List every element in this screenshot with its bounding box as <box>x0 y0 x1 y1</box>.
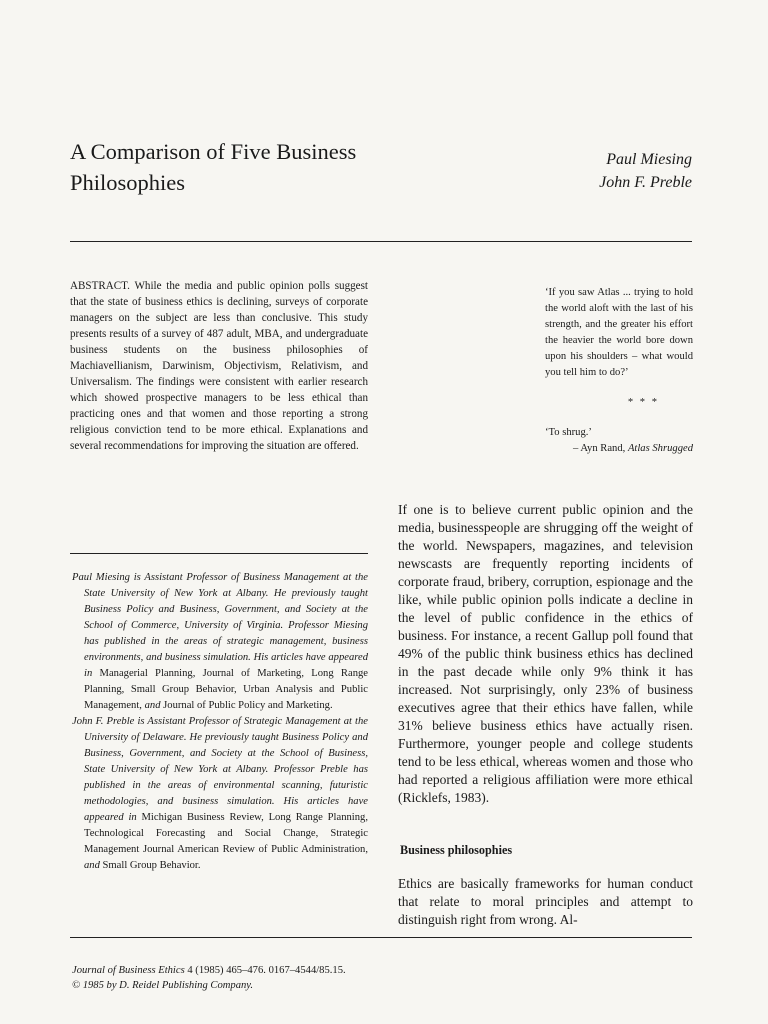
epigraph-quote: ‘If you saw Atlas ... trying to hold the world aloft with the last of his strength, and the greater his effort the heavier the world bore down upon his shoulders – what would you tell him to do?’ <box>545 287 693 378</box>
journal-citation <box>72 963 472 978</box>
author-bios <box>72 570 368 874</box>
bio-italic-text: John F. Preble is Assistant Professor of Strategic Management at the University of Delaware. He previously taught Business Policy and Business, Government, and Society at the School of Business, State University of New York at Albany. Professor Preble has published in the areas of environmental scanning, futuristic methodologies, and business simulation. His articles have appeared in <box>72 716 368 823</box>
article-title <box>70 136 470 198</box>
bio-publications-end: Small Group Behavior. <box>99 860 201 871</box>
header-divider <box>70 241 692 242</box>
body-paragraph-2: Ethics are basically frameworks for human conduct that relate to moral principles and attempt to distinguish right from wrong. Al- <box>398 876 693 927</box>
body-paragraph: If one is to believe current public opinion and the media, businesspeople are shrugging off the weight of the world. Newspapers, magazines, and television newscasts are frequently reporting incidents of corporate fraud, bribery, corruption, espionage and the like, while public opinion polls indicate a decline in the level of public confidence in the ethics of business. For instance, a recent Gallup poll found that 49% of the public think business ethics has declined in the past decade while only 9% think it has increased. Not surprisingly, only 23% of business executives agree that their ethics have fallen, while 31% believe business ethics have actually risen. Furthermore, younger people and college students tend to be less ethical, whereas women and those who had reported a religious affiliation were more ethical (Ricklefs, 1983). <box>398 502 693 805</box>
author-bio <box>72 570 368 714</box>
author-name: Paul Miesing <box>606 151 692 168</box>
bio-publications: Michigan Business Review, Long Range Planning, Technological Forecasting and Social Change, Strategic Management Journal American Review of Public Administration, <box>84 812 368 855</box>
bio-publications: Managerial Planning, Journal of Marketing, Long Range Planning, Small Group Behavior, Urban Analysis and Public Management, <box>84 668 368 711</box>
bio-divider <box>70 553 368 554</box>
epigraph <box>545 285 693 457</box>
bio-italic-conjunction: and <box>84 860 100 871</box>
citation-details: 4 (1985) 465–476. 0167–4544/85.15. <box>184 965 346 976</box>
attribution-work: Atlas Shrugged <box>627 443 693 454</box>
title-line-1: A Comparison of Five Business <box>70 139 357 164</box>
body-column <box>398 501 693 807</box>
epigraph-separator: * * * <box>627 397 659 408</box>
journal-name: Journal of Business Ethics <box>72 965 185 976</box>
epigraph-attribution <box>545 441 693 457</box>
abstract: ABSTRACT. While the media and public opinion polls suggest that the state of business ethics is declining, surveys of corporate managers on the subject are less than conclusive. This study presents results of a survey of 487 adult, MBA, and undergraduate business students on the business philosophies of Machiavellianism, Darwinism, Objectivism, Relativism, and Universalism. The findings were consistent with earlier research which showed prospective managers to be less ethical than practicing ones and that women and those reporting a strong religious conviction tend to be more ethical. Explanations and several recommendations for improving the situation are offered. <box>70 280 368 452</box>
footer-divider <box>70 937 692 938</box>
epigraph-reply: ‘To shrug.’ <box>545 427 592 438</box>
author-name: John F. Preble <box>599 174 692 191</box>
author-list <box>599 148 692 194</box>
bio-italic-conjunction: and <box>144 700 161 711</box>
bio-italic-text: Paul Miesing is Assistant Professor of Business Management at the State University of New York at Albany. He previously taught Business Policy and Business, Government, and Society at the School of Commerce, University of Virginia. Professor Miesing has published in the areas of strategic management, business environments, and business simulation. His articles have appeared in <box>72 572 368 679</box>
attribution-author: – Ayn Rand, <box>573 443 628 454</box>
page-footer <box>72 963 472 993</box>
bio-publications-end: Journal of Public Policy and Marketing. <box>160 700 333 711</box>
title-line-2: Philosophies <box>70 170 186 195</box>
author-bio <box>72 714 368 874</box>
copyright-notice: © 1985 by D. Reidel Publishing Company. <box>72 980 254 991</box>
section-heading: Business philosophies <box>400 843 513 857</box>
